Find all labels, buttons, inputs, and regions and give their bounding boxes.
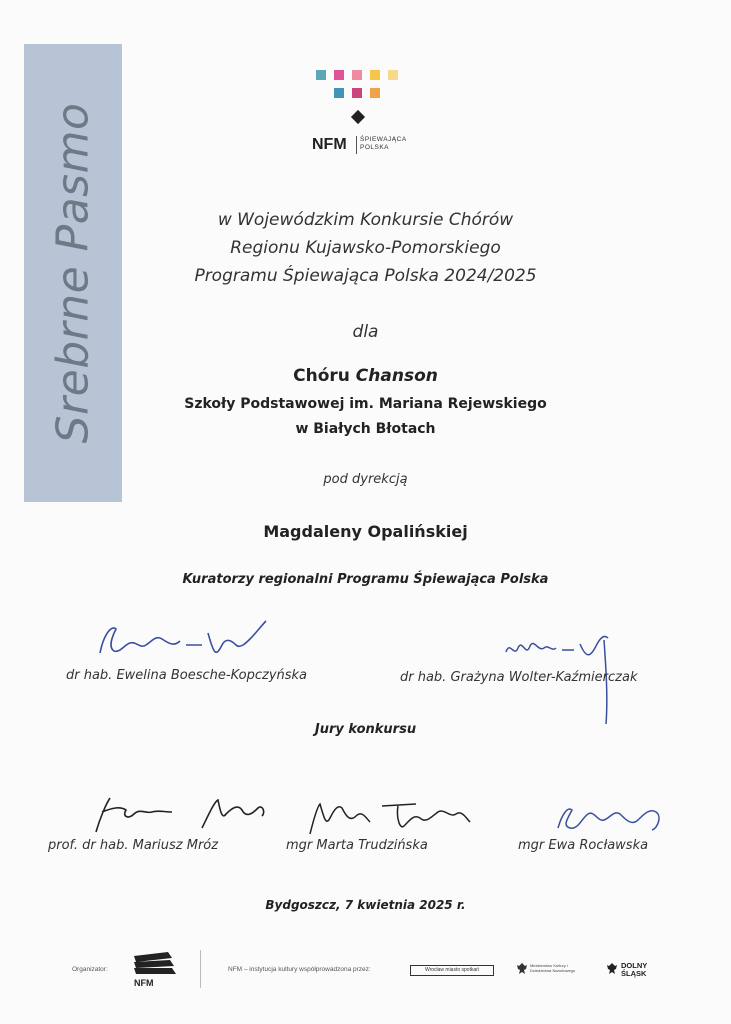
signature-mroz [92,790,272,840]
logo-diamond [351,110,365,124]
ministry-eagle-icon [516,962,528,976]
curators-title: Kuratorzy regionalni Programu Śpiewająca Polska [182,572,549,587]
logo-divider [356,136,357,154]
heading-line-3: Programu Śpiewająca Polska 2024/2025 [194,266,537,286]
school-line-1: Szkoły Podstawowej im. Mariana Rejewskiego [184,396,547,412]
nfm-spiewajaca-polska-logo [312,68,412,163]
ministry-text: Ministerstwo Kultury i Dziedzictwa Narodowego [530,963,576,973]
heading-line-2: Regionu Kujawsko-Pomorskiego [230,238,501,258]
jury-3-name: mgr Ewa Rocławska [518,838,649,853]
jury-1-name: prof. dr hab. Mariusz Mróz [48,838,219,853]
signature-trudzinska [306,796,476,841]
logo-line-2: POLSKA [360,144,390,151]
logo-square [316,70,326,80]
region-line-1: DOLNY [621,961,648,970]
curator-2-name: dr hab. Grażyna Wolter-Kaźmierczak [400,670,638,685]
award-title: Srebrne Pasmo [47,102,99,444]
region-eagle-icon [606,962,618,976]
place-and-date: Bydgoszcz, 7 kwietnia 2025 r. [265,898,466,912]
logo-square [352,88,362,98]
footer-sponsors [0,950,731,990]
heading-line-1: w Wojewódzkim Konkursie Chórów [217,210,514,230]
logo-line-1: ŚPIEWAJĄCA [360,136,407,143]
conductor-name: Magdaleny Opalińskiej [263,522,468,541]
jury-2-name: mgr Marta Trudzińska [286,838,428,853]
nfm-organizer-text: NFM [134,978,154,988]
region-line-2: ŚLĄSK [621,969,647,978]
jury-title: Jury konkursu [314,722,417,737]
logo-spiewajaca-text [360,136,407,152]
choir-prefix: Chóru [293,366,350,386]
footer-divider [200,950,201,988]
curator-1-name: dr hab. Ewelina Boesche-Kopczyńska [66,668,308,683]
school-line-2: w Białych Błotach [295,421,436,437]
logo-square [388,70,398,80]
logo-square [334,70,344,80]
choir-title: Chanson [355,366,438,386]
nfm-organizer-logo [132,952,180,978]
under-direction-text: pod dyrekcją [323,472,408,487]
signature-roclawska [552,800,672,840]
logo-square [370,70,380,80]
dla-text: dla [352,322,379,342]
logo-nfm-text: NFM [312,136,347,153]
choir-name [0,366,731,386]
logo-square [334,88,344,98]
logo-square [352,70,362,80]
wroclaw-logo: Wrocław miasto spotkań [410,965,494,976]
signature-boesche [90,615,280,665]
logo-square [370,88,380,98]
organizer-label: Organizator: [72,966,108,973]
institution-text: NFM – instytucja kultury współprowadzona przez: [228,966,371,973]
dolny-slask-logo [621,962,647,978]
